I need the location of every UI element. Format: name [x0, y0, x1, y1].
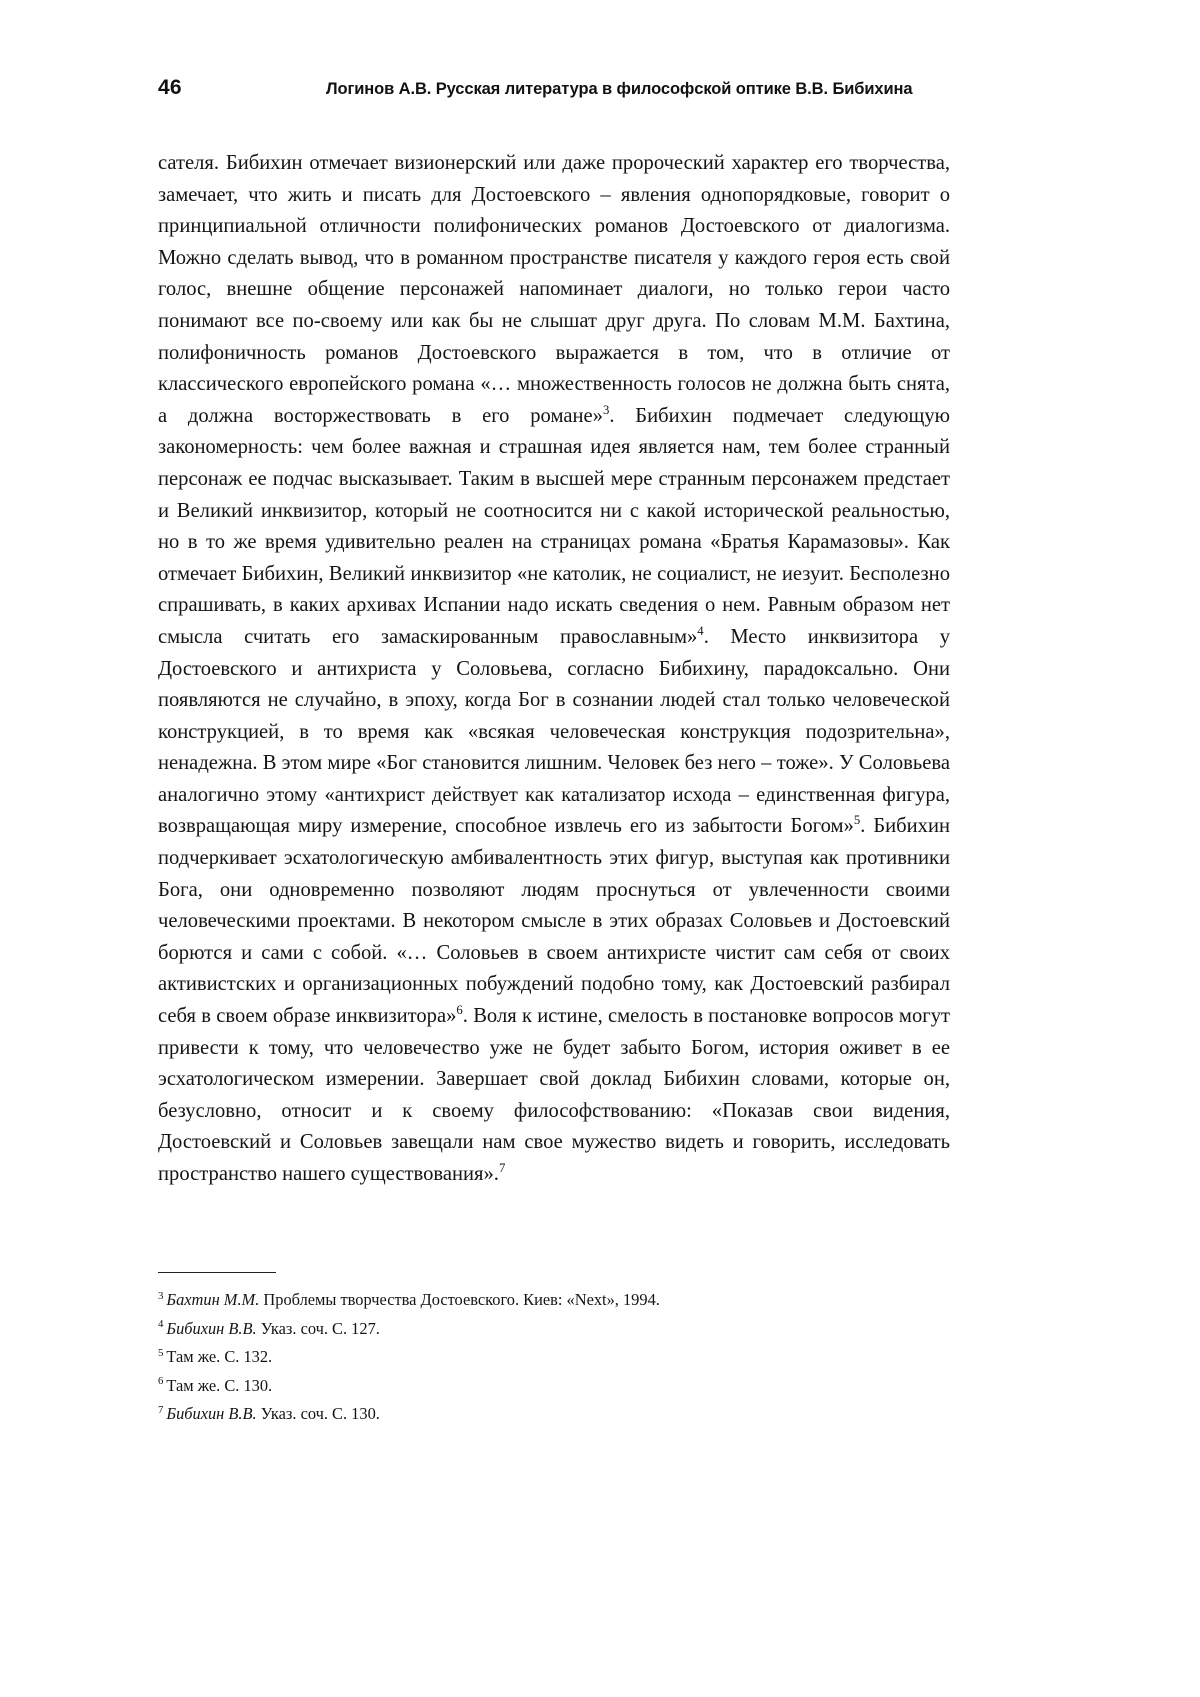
footnote-item [158, 1286, 950, 1315]
body-text-segment-3: . Место инквизитора у Достоевского и антихриста у Соловьева, согласно Бибихину, парадоксально. Они появляются не случайно, в эпоху, когда Бог в сознании людей стал только человеческой конструкцией, в то время как «всякая человеческая конструкция подозрительна», ненадежна. В этом мире «Бог становится лишним. Человек без него – тоже». У Соловьева аналогично этому «антихрист действует как катализатор исхода – единственная фигура, возвращающая миру измерение, способное извлечь его из забытости Богом» [158, 625, 950, 838]
footnote-number: 7 [158, 1403, 164, 1416]
footnote-number: 3 [158, 1289, 164, 1302]
body-paragraph [158, 148, 950, 1191]
footnote-item [158, 1343, 950, 1372]
footnote-marker-5: 5 [853, 813, 861, 828]
running-head [158, 76, 958, 100]
footnote-number: 5 [158, 1346, 164, 1359]
footnote-text: Проблемы творчества Достоевского. Киев: «Next», 1994. [263, 1290, 660, 1309]
footnote-text: Указ. соч. С. 127. [260, 1318, 380, 1338]
footnote-marker-4: 4 [697, 624, 704, 639]
footnote-marker-6: 6 [456, 1003, 463, 1018]
footnote-marker-3: 3 [602, 402, 610, 417]
footnote-item [158, 1372, 950, 1401]
footnotes-block [158, 1286, 950, 1429]
page-number: 46 [158, 76, 182, 99]
running-head-title: Логинов А.В. Русская литература в философской оптике В.В. Бибихина [326, 80, 913, 98]
body-text-segment-5: . Воля к истине, смелость в постановке вопросов могут привести к тому, что человечество уже не будет забыто Богом, история оживет в ее эсхатологическом измерении. Завершает свой доклад Бибихин словами, которые он, безусловно, относит и к своему философствованию: «Показав свои видения, Достоевский и Соловьев завещали нам свое мужество видеть и говорить, исследовать пространство нашего существования». [158, 1005, 950, 1185]
footnote-number: 6 [158, 1375, 164, 1388]
footnote-text: Указ. соч. С. 130. [260, 1404, 380, 1424]
body-text-segment-4: . Бибихин подчеркивает эсхатологическую амбивалентность этих фигур, выступая как противники Бога, они одновременно позволяют людям проснуться от увлеченности своими человеческими проектами. В некотором смысле в этих образах Соловьев и Достоевский борются и сами с собой. «… Соловьев в своем антихристе чистит сам себя от своих активистских и организационных побуждений подобно тому, как Достоевский разбирал себя в своем образе инквизитора» [158, 815, 951, 1028]
footnote-item [158, 1400, 950, 1429]
footnote-author: Бибихин В.В. [166, 1404, 257, 1424]
footnote-text: Там же. С. 132. [166, 1347, 273, 1367]
footnote-marker-7: 7 [498, 1161, 506, 1176]
footnote-separator-rule [158, 1272, 276, 1273]
footnote-text: Там же. С. 130. [166, 1375, 273, 1395]
footnote-author: Бибихин В.В. [166, 1318, 257, 1338]
body-text-segment-1: сателя. Бибихин отмечает визионерский или даже пророческий характер его творчества, замечает, что жить и писать для Достоевского – явления однопорядковые, говорит о принципиальной отличности полифонических романов Достоевского от диалогизма. Можно сделать вывод, что в романном пространстве писателя у каждого героя есть свой голос, внешне общение персонажей напоминает диалоги, но только герои часто понимают все по-своему или как бы не слышат друг друга. По словам М.М. Бахтина, полифоничность романов Достоевского выражается в том, что в отличие от классического европейского романа «… множественность голосов не должна быть снята, а должна восторжествовать в его романе» [158, 152, 950, 427]
footnote-author: Бахтин М.М. [166, 1290, 260, 1309]
body-text-segment-2: . Бибихин подмечает следующую закономерность: чем более важная и страшная идея является нам, тем более странный персонаж ее подчас высказывает. Таким в высшей мере странным персонажем предстает и Великий инквизитор, который не соотносится ни с какой исторической реальностью, но в то же время удивительно реален на страницах романа «Братья Карамазовы». Как отмечает Бибихин, Великий инквизитор «не католик, не социалист, не иезуит. Бесполезно спрашивать, в каких архивах Испании надо искать сведения о нем. Равным образом нет смысла считать его замаскированным православным» [158, 404, 951, 648]
footnote-number: 4 [158, 1318, 164, 1331]
footnote-item [158, 1315, 950, 1344]
body-text-column [158, 148, 950, 1191]
